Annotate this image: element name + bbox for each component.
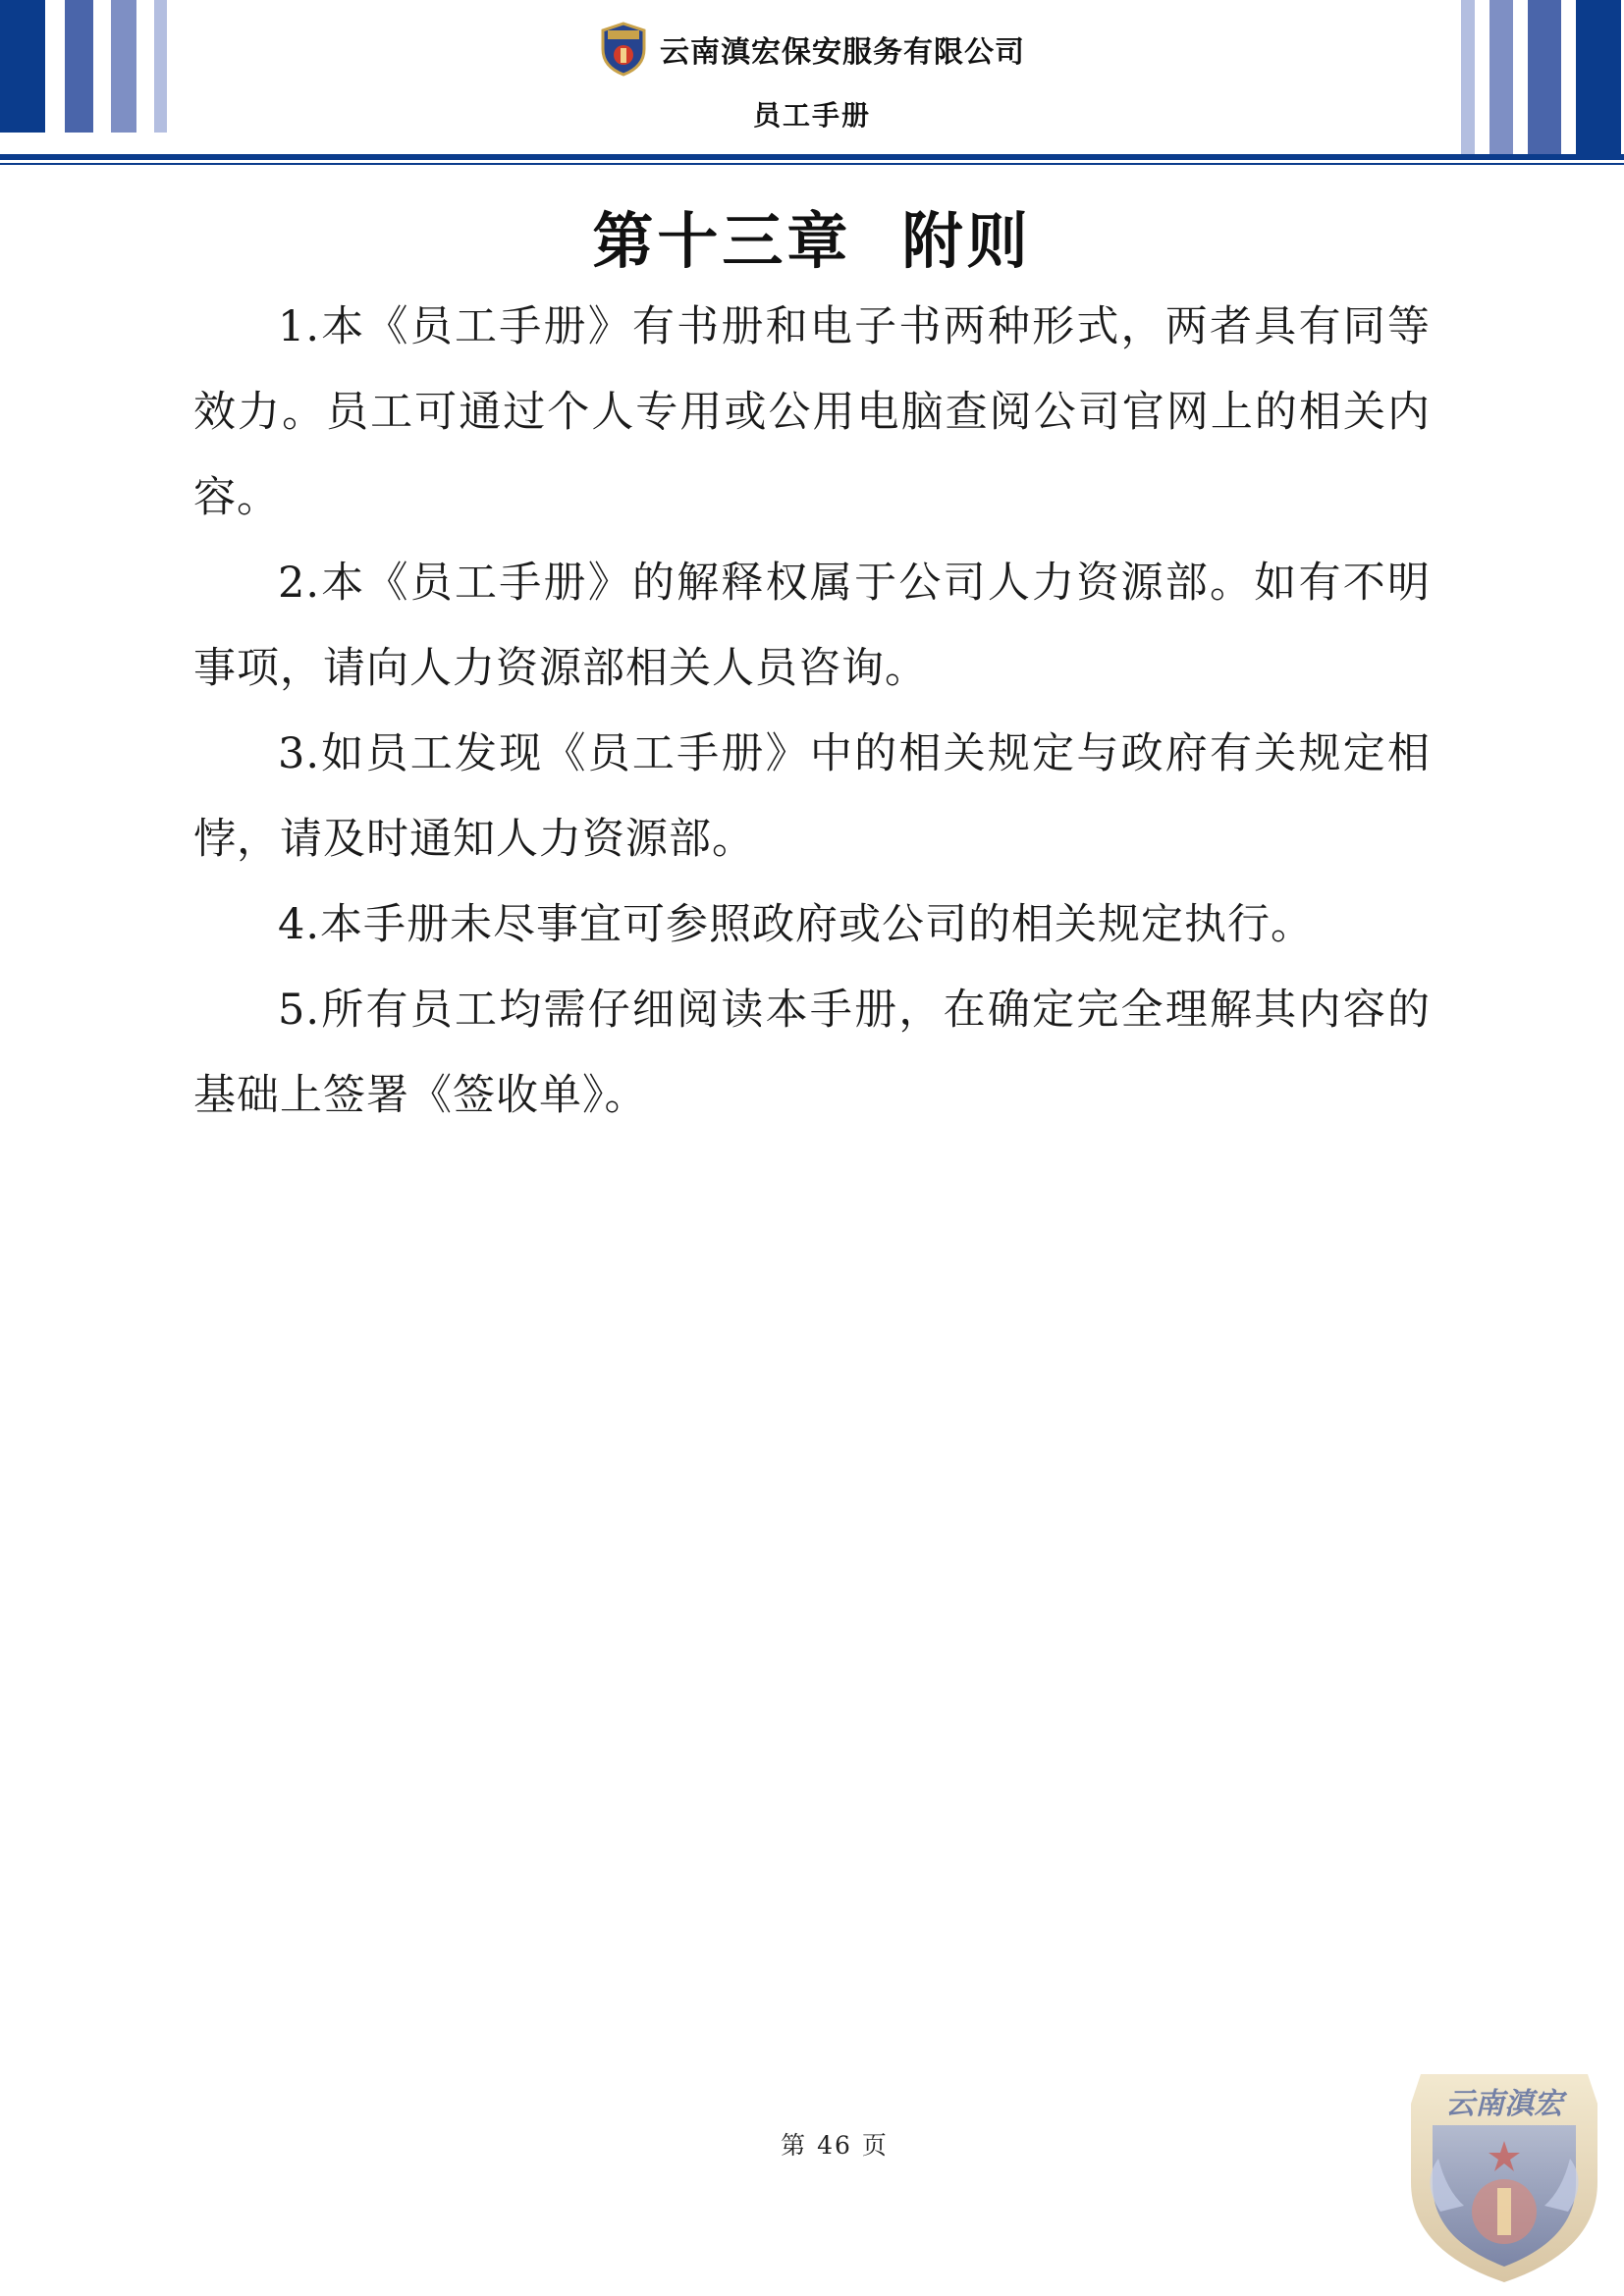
page-number: 第 46 页 (781, 2131, 889, 2160)
header-title-block (0, 22, 1624, 133)
article-paragraph: 4.本手册未尽事宜可参照政府或公司的相关规定执行。 (278, 900, 1315, 949)
document-title: 员工手册 (752, 99, 871, 132)
header-rule-thick (0, 154, 1624, 160)
header-rule-thin (0, 163, 1624, 165)
chapter-body (193, 285, 1431, 1139)
company-line (599, 22, 1025, 77)
chapter-title: 第十三章 附则 (592, 205, 1032, 277)
article-paragraph: 2.本《员工手册》的解释权属于公司人力资源部。如有不明事项，请向人力资源部相关人员咨询。 (193, 559, 1431, 693)
article-paragraph: 1.本《员工手册》有书册和电子书两种形式，两者具有同等效力。员工可通过个人专用或公用电脑查阅公司官网上的相关内容。 (193, 302, 1431, 522)
company-name: 云南滇宏保安服务有限公司 (660, 35, 1025, 70)
security-shield-badge-icon (1401, 2064, 1607, 2285)
shield-emblem-icon (599, 22, 648, 77)
article-paragraph: 5.所有员工均需仔细阅读本手册，在确定完全理解其内容的基础上签署《签收单》。 (193, 986, 1431, 1120)
badge-text: 云南滇宏 (1445, 2087, 1563, 2121)
page-header (0, 0, 1624, 167)
article-paragraph: 3.如员工发现《员工手册》中的相关规定与政府有关规定相悖，请及时通知人力资源部。 (193, 729, 1431, 864)
